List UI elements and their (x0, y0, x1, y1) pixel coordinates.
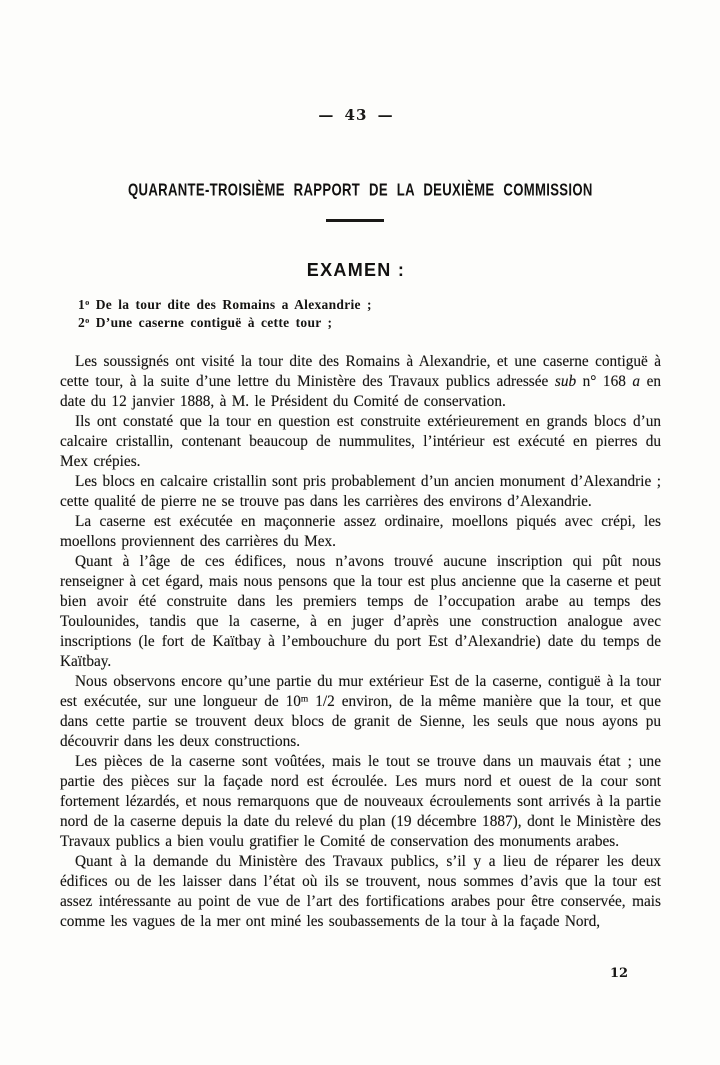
paragraph: Les blocs en calcaire cristallin sont pris probablement d’un ancien monument d’Alexandrie ; cette qualité de pierre ne se trouve pas dans les carrières des environs d’Alexandrie. (60, 473, 661, 510)
examen-list-item: 2$^o$ D’une caserne contiguë à cette tour ; (78, 314, 333, 330)
paragraph: Nous observons encore qu’une partie du mur extérieur Est de la caserne, contiguë à la tour est exécutée, sur une longueur de 10$^m$ 1/2 environ, de la même manière que la tour, et que dans cette partie se trouvent deux blocs de granit de Sienne, les seuls que nous ayons pu découvrir dans les deux constructions. (60, 673, 661, 750)
examen-list-item: 1$^o$ De la tour dite des Romains a Alexandrie ; (78, 297, 372, 312)
examen-list (78, 296, 660, 331)
paragraph: La caserne est exécutée en maçonnerie assez ordinaire, moellons piqués avec crépi, les moellons proviennent des carrières du Mex. (60, 513, 661, 550)
page-number: — 43 — (318, 106, 394, 124)
paragraph: Quant à l’âge de ces édifices, nous n’avons trouvé aucune inscription qui pût nous renseigner à cet égard, mais nous pensons que la tour est plus ancienne que la caserne et peut bien avoir été construite dans les premiers temps de l’occupation arabe au temps des Toulounides, tandis que la caserne, à en juger d’après une construction analogue avec inscriptions (le fort de Kaïtbay à l’embouchure du port Est d’Alexandrie) date du temps de Kaïtbay. (60, 553, 661, 670)
paragraph: Les soussignés ont visité la tour dite des Romains à Alexandrie, et une caserne contiguë à cette tour, à la suite d’une lettre du Ministère des Travaux publics adressée sub n° 168 a en date du 12 janvier 1888, à M. le Président du Comité de conservation. (60, 353, 662, 410)
paragraph: Quant à la demande du Ministère des Travaux publics, s’il y a lieu de réparer les deux édifices ou de les laisser dans l’état où ils se trouvent, nous sommes d’avis que la tour est assez intéressante au point de vue de l’art des fortifications arabes pour être conservée, mais comme les vagues de la mer ont miné les soubassements de la tour à la façade Nord, (60, 853, 661, 930)
paragraph: Les pièces de la caserne sont voûtées, mais le tout se trouve dans un mauvais état ; une partie des pièces sur la façade nord est écroulée. Les murs nord et ouest de la cour sont fortement lézardés, et nous remarquons que de nouveaux écroulements sont arrivés à la partie nord de la caserne depuis la date du relevé du plan (19 décembre 1887), dont le Ministère des Travaux publics a bien voulu gratifier le Comité de conservation des monuments arabes. (60, 753, 661, 850)
report-title (0, 182, 720, 200)
paragraph: Ils ont constaté que la tour en question est construite extérieurement en grands blocs d’un calcaire cristallin, contenant beaucoup de nummulites, l’intérieur est exécuté en pierres du Mex crépies. (60, 413, 661, 470)
report-title-text: QUARANTE-TROISIÈME RAPPORT DE LA DEUXIÈME COMMISSION (127, 181, 593, 200)
section-heading: EXAMEN : (306, 260, 406, 280)
body-paragraphs (60, 352, 661, 932)
title-rule (326, 219, 384, 222)
signature-number: 12 (610, 966, 629, 981)
